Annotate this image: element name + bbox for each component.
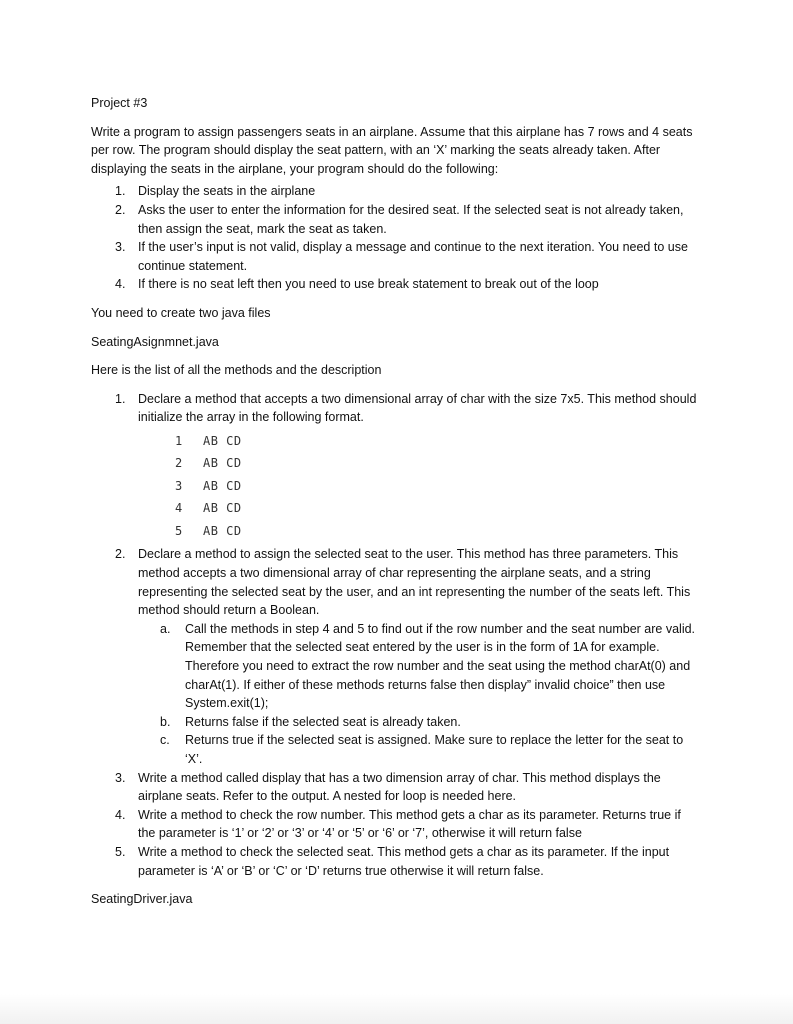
seat-row-number: 2 bbox=[175, 456, 183, 471]
list-item bbox=[91, 275, 701, 294]
sub-list-letter: a. bbox=[160, 621, 171, 636]
seat-row-number: 4 bbox=[175, 501, 183, 516]
list-item bbox=[91, 201, 701, 238]
list-number: 5. bbox=[115, 844, 126, 859]
list-item bbox=[91, 806, 701, 843]
sub-list-item bbox=[138, 713, 701, 732]
list-number: 1. bbox=[115, 184, 126, 199]
list-text: Declare a method to assign the selected seat to the user. This method has three parameters. This method accepts a two dimensional array of char representing the airplane seats, and a string representing the selected seat by the user, and an int representing the number of the seats left. This method should return a Boolean. bbox=[138, 547, 691, 618]
seat-row bbox=[175, 475, 701, 498]
list-item bbox=[91, 182, 701, 201]
list-item bbox=[91, 390, 701, 427]
methods-list-continued bbox=[91, 545, 701, 880]
seat-row-number: 3 bbox=[175, 478, 183, 493]
list-text: If the user’s input is not valid, display a message and continue to the next iteration. You need to use continue statement. bbox=[138, 240, 688, 273]
seat-letters: AB CD bbox=[203, 478, 242, 493]
sub-list-letter: b. bbox=[160, 714, 171, 729]
seat-grid bbox=[91, 430, 701, 543]
sub-list-item bbox=[138, 620, 701, 713]
seat-letters: AB CD bbox=[203, 433, 242, 448]
methods-list bbox=[91, 390, 701, 427]
sub-list-text: Returns false if the selected seat is already taken. bbox=[185, 714, 461, 729]
seat-letters: AB CD bbox=[203, 523, 242, 538]
seat-row-number: 5 bbox=[175, 523, 183, 538]
document-title: Project #3 bbox=[91, 96, 148, 110]
list-number: 2. bbox=[115, 547, 126, 562]
steps-list bbox=[91, 182, 701, 294]
seat-row-number: 1 bbox=[175, 433, 183, 448]
seat-row bbox=[175, 520, 701, 543]
document-page bbox=[91, 94, 701, 909]
files-intro: You need to create two java files bbox=[91, 305, 271, 320]
list-item bbox=[91, 545, 701, 768]
seat-letters: AB CD bbox=[203, 456, 242, 471]
list-number: 1. bbox=[115, 391, 126, 406]
sub-list-item bbox=[138, 731, 701, 768]
list-text: Declare a method that accepts a two dimensional array of char with the size 7x5. This method should initialize the array in the following format. bbox=[138, 391, 697, 425]
seat-row bbox=[175, 497, 701, 520]
file-name-1: SeatingAsignmnet.java bbox=[91, 334, 219, 349]
list-number: 3. bbox=[115, 240, 126, 255]
list-number: 3. bbox=[115, 770, 126, 785]
sub-list-letter: c. bbox=[160, 733, 170, 748]
methods-intro: Here is the list of all the methods and the description bbox=[91, 363, 382, 378]
list-number: 4. bbox=[115, 277, 126, 292]
list-item bbox=[91, 769, 701, 806]
file-name-2: SeatingDriver.java bbox=[91, 892, 193, 907]
seat-row bbox=[175, 430, 701, 453]
list-text: Display the seats in the airplane bbox=[138, 184, 316, 199]
list-item bbox=[91, 843, 701, 880]
list-number: 4. bbox=[115, 807, 126, 822]
sub-list-text: Call the methods in step 4 and 5 to find out if the row number and the seat number are valid. Remember that the selected seat entered by the user is in the form of 1A for example. Therefore you need to extract the row number and the seat using the method charAt(0) and charAt(1). If either of these methods returns false then display” invalid choice” then use System.exit(1); bbox=[185, 621, 696, 711]
sub-list bbox=[138, 620, 701, 769]
list-text: Write a method called display that has a two dimension array of char. This method displays the airplane seats. Refer to the output. A nested for loop is needed here. bbox=[138, 770, 661, 804]
seat-row bbox=[175, 452, 701, 475]
list-item bbox=[91, 238, 701, 275]
page-bottom-shade bbox=[0, 994, 793, 1024]
list-text: Write a method to check the selected seat. This method gets a char as its parameter. If the input parameter is ‘A’ or ‘B’ or ‘C’ or ‘D’ returns true otherwise it will return false. bbox=[138, 844, 670, 878]
list-text: If there is no seat left then you need to use break statement to break out of the loop bbox=[138, 277, 599, 292]
list-text: Asks the user to enter the information for the desired seat. If the selected seat is not already taken, then assign the seat, mark the seat as taken. bbox=[138, 202, 684, 236]
list-number: 2. bbox=[115, 202, 126, 217]
list-text: Write a method to check the row number. This method gets a char as its parameter. Returns true if the parameter is ‘1’ or ‘2’ or ‘3’ or ‘4’ or ‘5’ or ‘6’ or ‘7’, otherwise it will return false bbox=[138, 807, 681, 841]
sub-list-text: Returns true if the selected seat is assigned. Make sure to replace the letter for the seat to ‘X’. bbox=[185, 733, 684, 766]
intro-paragraph: Write a program to assign passengers seats in an airplane. Assume that this airplane has 7 rows and 4 seats per row. The program should display the seat pattern, with an ‘X’ marking the seats already taken. After displaying the seats in the airplane, your program should do the following: bbox=[91, 124, 693, 176]
seat-letters: AB CD bbox=[203, 501, 242, 516]
